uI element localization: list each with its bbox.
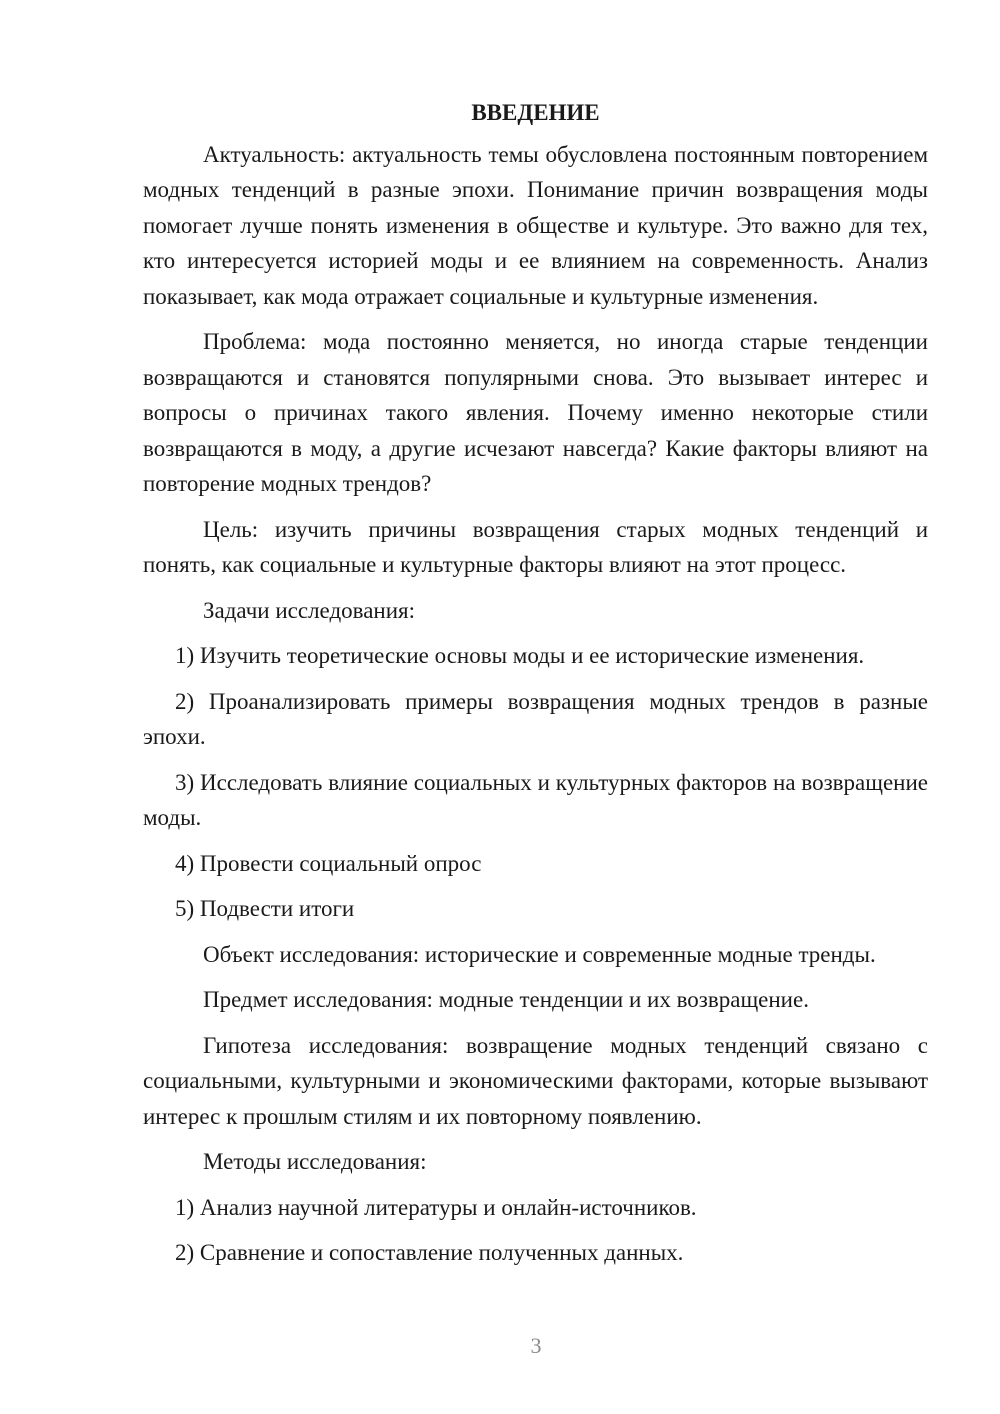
hypothesis-paragraph: Гипотеза исследования: возвращение модных тенденций связано с социальными, культурными и экономическими факторами, которые вызывают интерес к прошлым стилям и их повторному появлению. <box>143 1032 928 1129</box>
page-number: 3 <box>530 1333 542 1358</box>
goal-paragraph: Цель: изучить причины возвращения старых модных тенденций и понять, как социальные и культурные факторы влияют на этот процесс. <box>143 516 928 577</box>
task-item-5: 5) Подвести итоги <box>175 896 355 921</box>
page-content <box>143 95 928 1281</box>
task-item-1: 1) Изучить теоретические основы моды и ее исторические изменения. <box>175 643 865 668</box>
subject-paragraph: Предмет исследования: модные тенденции и их возвращение. <box>203 987 809 1012</box>
method-item-2: 2) Сравнение и сопоставление полученных данных. <box>175 1240 684 1265</box>
problem-paragraph: Проблема: мода постоянно меняется, но иногда старые тенденции возвращаются и становятся популярными снова. Это вызывает интерес и вопросы о причинах такого явления. Почему именно некоторые стили возвращаются в моду, а другие исчезают навсегда? Какие факторы влияют на повторение модных трендов? <box>143 329 928 496</box>
tasks-title: Задачи исследования: <box>203 597 416 623</box>
relevance-paragraph: Актуальность: актуальность темы обусловлена постоянным повторением модных тенденций в разные эпохи. Понимание причин возвращения моды помогает лучше понять изменения в обществе и культуре. Это важно для тех, кто интересуется историей моды и ее влиянием на современность. Анализ показывает, как мода отражает социальные и культурные изменения. <box>143 141 928 309</box>
task-item-4: 4) Провести социальный опрос <box>175 850 482 876</box>
object-paragraph: Объект исследования: исторические и современные модные тренды. <box>203 941 876 967</box>
methods-title: Методы исследования: <box>203 1149 427 1174</box>
task-item-2: 2) Проанализировать примеры возвращения модных трендов в разные эпохи. <box>143 688 928 749</box>
method-item-1: 1) Анализ научной литературы и онлайн-источников. <box>175 1194 697 1220</box>
page-title: ВВЕДЕНИЕ <box>471 100 600 125</box>
task-item-3: 3) Исследовать влияние социальных и культурных факторов на возвращение моды. <box>143 769 928 830</box>
